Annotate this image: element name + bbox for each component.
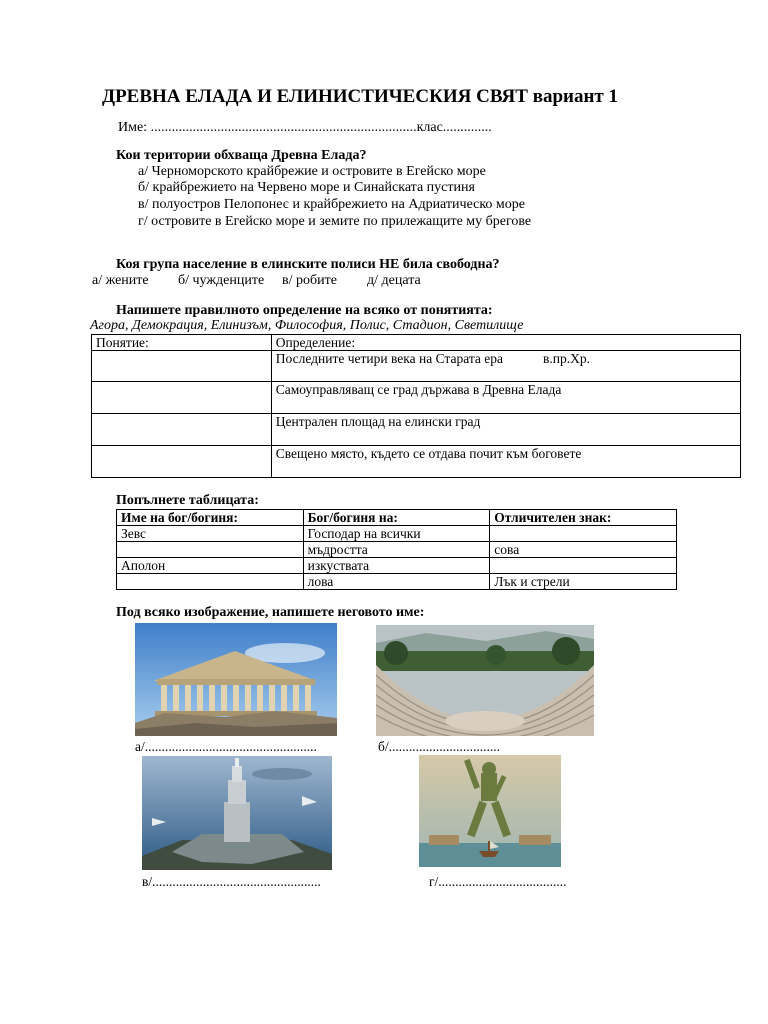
definition-term-cell[interactable]: [92, 446, 272, 478]
definition-term-cell[interactable]: [92, 414, 272, 446]
definition-text: Свещено място, където се отдава почит към боговете: [271, 446, 740, 478]
definition-term-cell[interactable]: [92, 382, 272, 414]
q1-option-a: а/ Черноморското крайбрежие и островите в Егейско море: [138, 164, 486, 179]
image-b-caption[interactable]: б/.................................: [378, 739, 500, 754]
definitions-header-definition: Определение:: [271, 335, 740, 351]
gods-header-symbol: Отличителен знак:: [490, 510, 677, 526]
lighthouse-alexandria-image: [142, 756, 332, 870]
q2-option-b: б/ чужденците: [178, 273, 265, 288]
god-name-cell[interactable]: [117, 574, 304, 590]
god-name-cell[interactable]: [117, 542, 304, 558]
q2-option-c: в/ робите: [282, 273, 337, 288]
definitions-table: [91, 334, 741, 478]
question-4: Попълнете таблицата:: [116, 493, 259, 508]
definition-cell: [271, 351, 740, 382]
page-title: ДРЕВНА ЕЛАДА И ЕЛИНИСТИЧЕСКИЯ СВЯТ вариант 1: [102, 86, 618, 107]
question-1: Кои територии обхваща Древна Елада?: [116, 148, 367, 163]
q1-option-c: в/ полуостров Пелопонес и крайбрежието на Адриатическо море: [138, 197, 526, 212]
definitions-header-term: Понятие:: [92, 335, 272, 351]
gods-header-name: Име на бог/богиня:: [117, 510, 304, 526]
image-d-caption[interactable]: г/......................................: [429, 874, 567, 889]
definition-text: Последните четири века на Старата ера: [275, 351, 504, 366]
q2-option-d: д/ децата: [367, 273, 421, 288]
image-c-caption[interactable]: в/..................................................: [142, 874, 321, 889]
god-domain-cell: Господар на всички: [303, 526, 490, 542]
colossus-rhodes-image: [419, 755, 561, 867]
name-class-line: Име: ............................................................................клас..............: [118, 120, 492, 135]
definition-text: Централен площад на елински град: [271, 414, 740, 446]
definition-term-cell[interactable]: [92, 351, 272, 382]
q3-terms-list: Агора, Демокрация, Елинизъм, Философия, Полис, Стадион, Светилище: [90, 318, 524, 333]
god-domain-cell: лова: [303, 574, 490, 590]
theatre-epidaurus-image: [376, 625, 594, 736]
question-3: Напишете правилното определение на всяко от понятията:: [116, 303, 493, 318]
image-a-caption[interactable]: а/...................................................: [135, 739, 317, 754]
parthenon-image: [135, 623, 337, 736]
definition-extra: в.пр.Хр.: [543, 351, 590, 366]
god-symbol-cell: Лък и стрели: [490, 574, 677, 590]
god-domain-cell: мъдростта: [303, 542, 490, 558]
god-name-cell: Зевс: [117, 526, 304, 542]
q1-option-d: г/ островите в Егейско море и земите по прилежащите му брегове: [138, 214, 532, 229]
god-domain-cell: изкуствата: [303, 558, 490, 574]
gods-header-domain: Бог/богиня на:: [303, 510, 490, 526]
gods-table: [116, 509, 677, 590]
question-5: Под всяко изображение, напишете неговото име:: [116, 605, 425, 620]
definition-text: Самоуправляващ се град държава в Древна Елада: [271, 382, 740, 414]
q2-option-a: а/ жените: [92, 273, 149, 288]
god-symbol-cell: сова: [490, 542, 677, 558]
question-2: Коя група население в елинските полиси НЕ била свободна?: [116, 257, 500, 272]
q1-option-b: б/ крайбрежието на Червено море и Синайската пустиня: [138, 180, 475, 195]
god-name-cell: Аполон: [117, 558, 304, 574]
god-symbol-cell[interactable]: [490, 558, 677, 574]
god-symbol-cell[interactable]: [490, 526, 677, 542]
